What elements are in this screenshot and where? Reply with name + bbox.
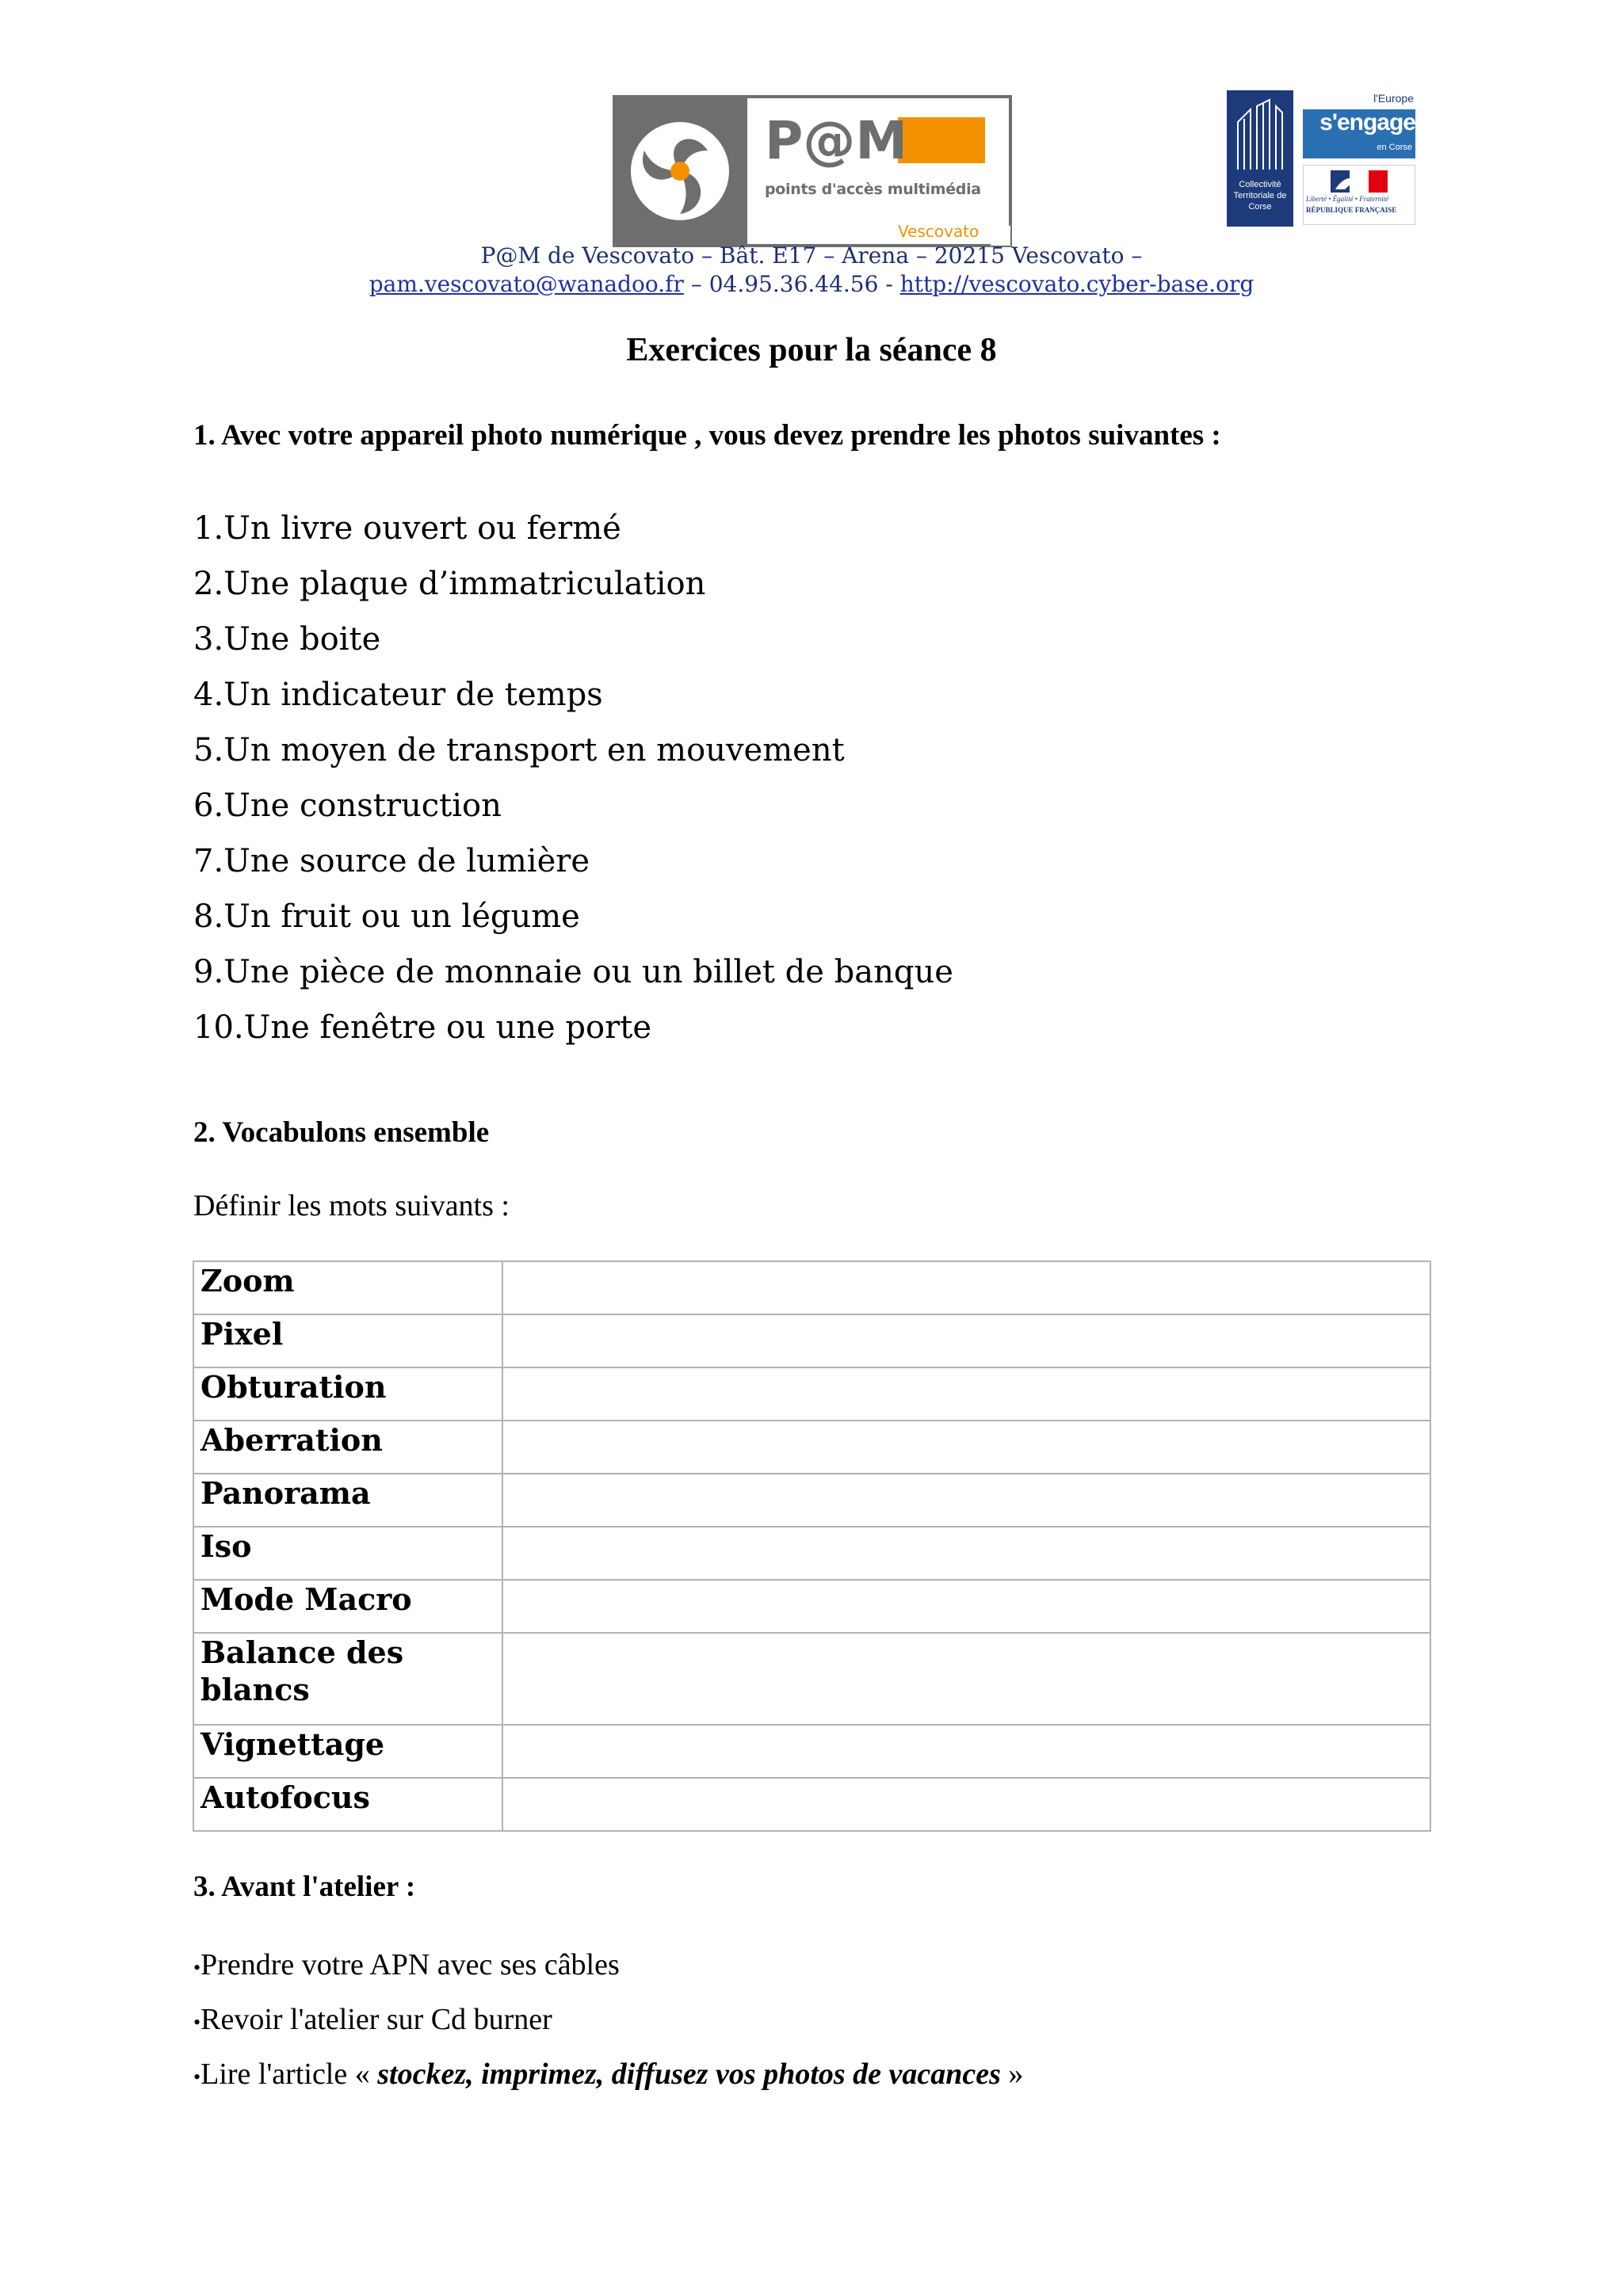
ctc-logo bbox=[1227, 90, 1293, 227]
list-item: 10.Une fenêtre ou une porte bbox=[193, 1009, 651, 1046]
term-cell: Balance des blancs bbox=[193, 1633, 502, 1725]
definition-cell[interactable] bbox=[502, 1421, 1430, 1474]
bullet: • bbox=[193, 1955, 201, 1979]
definition-cell[interactable] bbox=[502, 1633, 1430, 1725]
marianne-flag-icon bbox=[1304, 166, 1416, 197]
prep-item-2: Revoir l'atelier sur Cd burner bbox=[200, 2003, 552, 2036]
prep-item-3-prefix: Lire l'article « bbox=[200, 2058, 378, 2091]
section3-heading: 3. Avant l'atelier : bbox=[193, 1871, 416, 1903]
list-item: 3.Une boite bbox=[193, 621, 381, 658]
page-title: Exercices pour la séance 8 bbox=[626, 332, 997, 368]
term-cell: Autofocus bbox=[193, 1778, 502, 1831]
list-item: 5.Un moyen de transport en mouvement bbox=[193, 732, 845, 769]
photo-list bbox=[193, 501, 953, 1055]
list-item bbox=[193, 1993, 1023, 2047]
europe-sub-label: en Corse bbox=[1377, 143, 1412, 152]
vocab-table bbox=[193, 1261, 1431, 1832]
list-item: 8.Un fruit ou un légume bbox=[193, 898, 580, 935]
contact-line bbox=[0, 271, 1623, 297]
address-line: P@M de Vescovato – Bât. E17 – Arena – 20215 Vescovato – bbox=[480, 242, 1143, 269]
table-row bbox=[193, 1725, 1430, 1778]
term-cell: Pixel bbox=[193, 1314, 502, 1367]
pam-wordmark-icon bbox=[765, 114, 1002, 170]
definition-cell[interactable] bbox=[502, 1527, 1430, 1580]
bullet: • bbox=[193, 2065, 201, 2088]
term-cell: Vignettage bbox=[193, 1725, 502, 1778]
section1-heading: 1. Avec votre appareil photo numérique , vous devez prendre les photos suivantes : bbox=[193, 419, 1221, 452]
definition-cell[interactable] bbox=[502, 1261, 1430, 1314]
rf-name: RÉPUBLIQUE FRANÇAISE bbox=[1306, 206, 1397, 214]
list-item: 6.Une construction bbox=[193, 788, 502, 824]
table-row bbox=[193, 1367, 1430, 1421]
prep-list bbox=[193, 1938, 1023, 2102]
term-cell: Aberration bbox=[193, 1421, 502, 1474]
email-link[interactable]: pam.vescovato@wanadoo.fr bbox=[369, 271, 684, 297]
definition-cell[interactable] bbox=[502, 1314, 1430, 1367]
pam-text-panel bbox=[747, 95, 1012, 247]
rf-motto: Liberté • Égalité • Fraternité bbox=[1306, 195, 1389, 203]
table-row bbox=[193, 1633, 1430, 1725]
table-row bbox=[193, 1580, 1430, 1633]
table-row bbox=[193, 1778, 1430, 1831]
definition-cell[interactable] bbox=[502, 1778, 1430, 1831]
europe-engage-label: s'engage bbox=[1319, 109, 1415, 135]
term-cell: Obturation bbox=[193, 1367, 502, 1421]
ctc-columns-icon bbox=[1227, 90, 1293, 177]
pam-swirl-icon bbox=[613, 95, 747, 247]
list-item: 4.Un indicateur de temps bbox=[193, 677, 603, 713]
pam-emblem bbox=[613, 95, 747, 247]
prep-item-3-suffix: » bbox=[1000, 2058, 1024, 2091]
partner-logos bbox=[1227, 86, 1415, 228]
definition-cell[interactable] bbox=[502, 1367, 1430, 1421]
pam-wordmark: P@M bbox=[765, 114, 908, 170]
term-cell: Mode Macro bbox=[193, 1580, 502, 1633]
table-row bbox=[193, 1261, 1430, 1314]
ctc-label: Collectivité Territoriale de Corse bbox=[1233, 180, 1287, 212]
list-item bbox=[193, 2047, 1023, 2102]
section2-intro: Définir les mots suivants : bbox=[193, 1189, 510, 1222]
table-row bbox=[193, 1527, 1430, 1580]
pam-town: Vescovato bbox=[898, 222, 980, 241]
section2-heading: 2. Vocabulons ensemble bbox=[193, 1116, 490, 1149]
term-cell: Iso bbox=[193, 1527, 502, 1580]
list-item: 1.Un livre ouvert ou fermé bbox=[193, 510, 621, 547]
definition-cell[interactable] bbox=[502, 1580, 1430, 1633]
definition-cell[interactable] bbox=[502, 1474, 1430, 1527]
term-cell: Zoom bbox=[193, 1261, 502, 1314]
list-item: 9.Une pièce de monnaie ou un billet de banque bbox=[193, 954, 953, 990]
list-item bbox=[193, 1938, 1023, 1993]
table-row bbox=[193, 1314, 1430, 1367]
definition-cell[interactable] bbox=[502, 1725, 1430, 1778]
prep-item-1: Prendre votre APN avec ses câbles bbox=[200, 1948, 620, 1981]
list-item: 7.Une source de lumière bbox=[193, 843, 590, 879]
table-row bbox=[193, 1421, 1430, 1474]
pam-logo bbox=[613, 95, 1012, 247]
article-title: stockez, imprimez, diffusez vos photos de vacances bbox=[377, 2058, 1001, 2091]
list-item: 2.Une plaque d’immatriculation bbox=[193, 566, 706, 602]
phone-text: – 04.95.36.44.56 - bbox=[683, 271, 900, 297]
term-cell: Panorama bbox=[193, 1474, 502, 1527]
europe-top-label: l'Europe bbox=[1373, 92, 1414, 105]
website-link[interactable]: http://vescovato.cyber-base.org bbox=[899, 271, 1254, 297]
table-row bbox=[193, 1474, 1430, 1527]
pam-subtitle: points d'accès multimédia bbox=[765, 181, 981, 198]
bullet: • bbox=[193, 2010, 201, 2034]
